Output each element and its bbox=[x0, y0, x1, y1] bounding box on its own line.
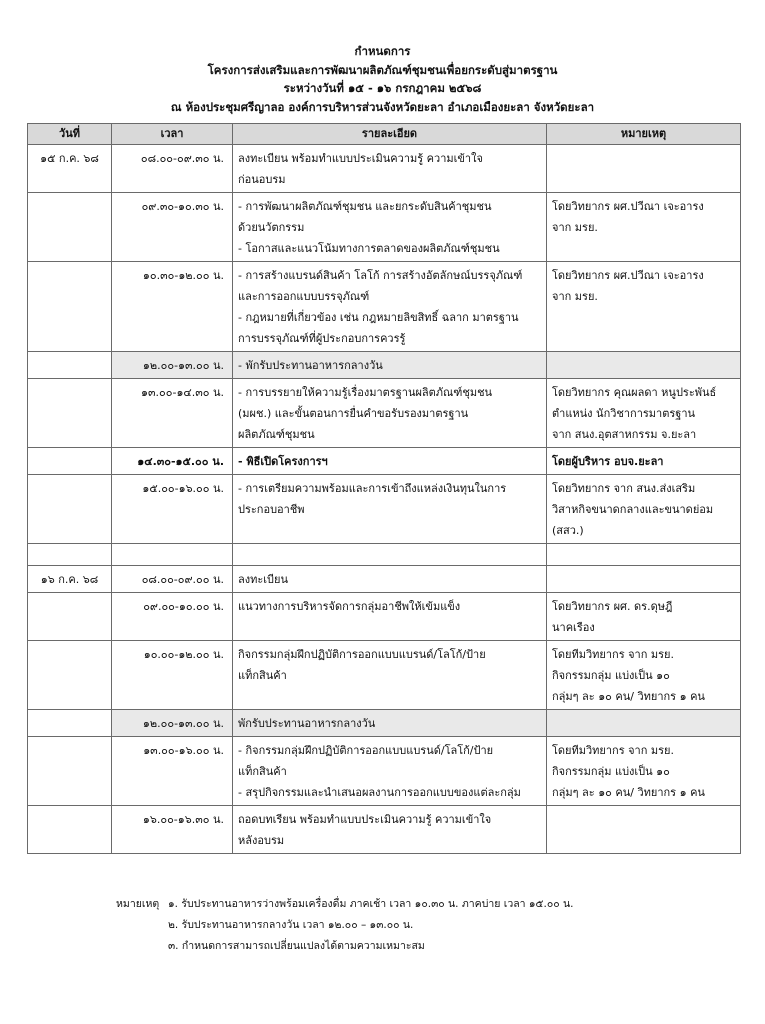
footnotes bbox=[116, 894, 574, 957]
detail-cell-line: - พักรับประทานอาหารกลางวัน bbox=[238, 359, 383, 372]
note-cell-line: โดยทีมวิทยากร จาก มรย. bbox=[552, 648, 674, 661]
detail-cell-line: ผลิตภัณฑ์ชุมชน bbox=[238, 428, 315, 441]
detail-cell-line: แท็กสินค้า bbox=[238, 765, 287, 778]
detail-cell-line: - กฎหมายที่เกี่ยวข้อง เช่น กฎหมายลิขสิทธิ์ ฉลาก มาตรฐาน bbox=[238, 311, 519, 324]
detail-cell bbox=[233, 737, 547, 806]
detail-cell bbox=[233, 641, 547, 710]
footnote-text: ๓. กำหนดการสามารถเปลี่ยนแปลงได้ตามความเหมาะสม bbox=[168, 940, 425, 952]
detail-cell-line: การบรรจุภัณฑ์ที่ผู้ประกอบการควรรู้ bbox=[238, 332, 406, 345]
note-cell-line: โดยวิทยากร ผศ.ปวีณา เจะอารง bbox=[552, 269, 704, 282]
date-cell bbox=[28, 566, 112, 593]
detail-cell-line: - การเตรียมความพร้อมและการเข้าถึงแหล่งเงินทุนในการ bbox=[238, 482, 507, 495]
col-header-detail: รายละเอียด bbox=[233, 124, 547, 145]
detail-cell-line: - สรุปกิจกรรมและนำเสนอผลงานการออกแบบของแต่ละกลุ่ม bbox=[238, 786, 521, 799]
note-cell-line: โดยวิทยากร ผศ. ดร.ดุษฎี bbox=[552, 600, 673, 613]
date-cell bbox=[28, 710, 112, 737]
note-cell-line: โดยวิทยากร จาก สนง.ส่งเสริม bbox=[552, 482, 696, 495]
detail-cell bbox=[233, 145, 547, 193]
note-cell bbox=[547, 566, 741, 593]
time-cell: ๐๙.๐๐-๑๐.๐๐ น. bbox=[112, 593, 233, 641]
date-cell bbox=[28, 737, 112, 806]
table-row bbox=[28, 352, 741, 379]
table-row bbox=[28, 641, 741, 710]
table-row bbox=[28, 737, 741, 806]
spacer-cell bbox=[112, 544, 233, 566]
date-cell bbox=[28, 475, 112, 544]
footnote-text: ๑. รับประทานอาหารว่างพร้อมเครื่องดื่ม ภาคเช้า เวลา ๑๐.๓๐ น. ภาคบ่าย เวลา ๑๕.๐๐ น. bbox=[168, 898, 574, 910]
detail-cell bbox=[233, 475, 547, 544]
time-cell: ๐๙.๓๐-๑๐.๓๐ น. bbox=[112, 193, 233, 262]
detail-cell bbox=[233, 710, 547, 737]
detail-cell-line: - พิธีเปิดโครงการฯ bbox=[238, 455, 328, 468]
header-title: กำหนดการ bbox=[354, 44, 411, 58]
table-row bbox=[28, 145, 741, 193]
detail-cell bbox=[233, 593, 547, 641]
date-label: ๑๖ ก.ค. ๖๘ bbox=[40, 573, 99, 586]
table-row bbox=[28, 448, 741, 475]
footnote-text: ๒. รับประทานอาหารกลางวัน เวลา ๑๒.๐๐ – ๑๓.๐๐ น. bbox=[168, 919, 414, 931]
date-label: ๑๕ ก.ค. ๖๘ bbox=[40, 152, 99, 165]
time-cell: ๑๖.๐๐-๑๖.๓๐ น. bbox=[112, 806, 233, 854]
note-cell-line: วิสาหกิจขนาดกลางและขนาดย่อม bbox=[552, 503, 714, 516]
detail-cell-line: - การพัฒนาผลิตภัณฑ์ชุมชน และยกระดับสินค้าชุมชน bbox=[238, 200, 492, 213]
schedule-table bbox=[27, 123, 741, 854]
note-cell bbox=[547, 806, 741, 854]
note-cell bbox=[547, 262, 741, 352]
detail-cell-line: และการออกแบบบรรจุภัณฑ์ bbox=[238, 290, 370, 303]
detail-cell bbox=[233, 806, 547, 854]
detail-cell bbox=[233, 193, 547, 262]
note-cell-line: กิจกรรมกลุ่ม แบ่งเป็น ๑๐ bbox=[552, 765, 670, 778]
note-cell-line: กลุ่มๆ ละ ๑๐ คน/ วิทยากร ๑ คน bbox=[552, 786, 705, 799]
date-cell bbox=[28, 193, 112, 262]
spacer-cell bbox=[233, 544, 547, 566]
note-cell bbox=[547, 379, 741, 448]
time-cell: ๑๔.๓๐-๑๕.๐๐ น. bbox=[112, 448, 233, 475]
table-row bbox=[28, 710, 741, 737]
detail-cell-line: กิจกรรมกลุ่มฝึกปฏิบัติการออกแบบแบรนด์/โลโก้/ป้าย bbox=[238, 648, 486, 661]
footnote-item bbox=[116, 915, 574, 936]
spacer-row bbox=[28, 544, 741, 566]
spacer-cell bbox=[547, 544, 741, 566]
date-cell bbox=[28, 593, 112, 641]
table-row bbox=[28, 262, 741, 352]
note-cell bbox=[547, 145, 741, 193]
note-cell bbox=[547, 737, 741, 806]
table-row bbox=[28, 593, 741, 641]
note-cell-line: โดยวิทยากร ผศ.ปวีณา เจะอารง bbox=[552, 200, 704, 213]
detail-cell-line: ลงทะเบียน พร้อมทำแบบประเมินความรู้ ความเข้าใจ bbox=[238, 152, 483, 165]
detail-cell-line: - โอกาสและแนวโน้มทางการตลาดของผลิตภัณฑ์ชุมชน bbox=[238, 242, 500, 255]
date-cell bbox=[28, 145, 112, 193]
note-cell bbox=[547, 193, 741, 262]
table-row bbox=[28, 379, 741, 448]
table-row bbox=[28, 566, 741, 593]
detail-cell-line: ลงทะเบียน bbox=[238, 573, 288, 586]
note-cell bbox=[547, 641, 741, 710]
document-header bbox=[0, 42, 765, 116]
note-cell bbox=[547, 448, 741, 475]
col-header-time: เวลา bbox=[112, 124, 233, 145]
detail-cell-line: ประกอบอาชีพ bbox=[238, 503, 305, 516]
note-cell-line: นาคเรือง bbox=[552, 621, 595, 634]
detail-cell-line: ด้วยนวัตกรรม bbox=[238, 221, 305, 234]
note-cell-line: โดยผู้บริหาร อบจ.ยะลา bbox=[552, 455, 664, 468]
table-row bbox=[28, 806, 741, 854]
time-cell: ๑๓.๐๐-๑๖.๐๐ น. bbox=[112, 737, 233, 806]
detail-cell-line: แท็กสินค้า bbox=[238, 669, 287, 682]
detail-cell-line: ถอดบทเรียน พร้อมทำแบบประเมินความรู้ ความเข้าใจ bbox=[238, 813, 492, 826]
detail-cell-line: ก่อนอบรม bbox=[238, 173, 286, 186]
detail-cell-line: หลังอบรม bbox=[238, 834, 285, 847]
note-cell-line: (สสว.) bbox=[552, 524, 584, 537]
detail-cell bbox=[233, 352, 547, 379]
note-cell-line: กลุ่มๆ ละ ๑๐ คน/ วิทยากร ๑ คน bbox=[552, 690, 705, 703]
col-header-date: วันที่ bbox=[28, 124, 112, 145]
col-header-note: หมายเหตุ bbox=[547, 124, 741, 145]
detail-cell bbox=[233, 262, 547, 352]
time-cell: ๑๐.๐๐-๑๒.๐๐ น. bbox=[112, 641, 233, 710]
time-cell: ๑๒.๐๐-๑๓.๐๐ น. bbox=[112, 352, 233, 379]
detail-cell-line: แนวทางการบริหารจัดการกลุ่มอาชีพให้เข้มแข็ง bbox=[238, 600, 461, 613]
time-cell: ๑๓.๐๐-๑๔.๓๐ น. bbox=[112, 379, 233, 448]
table-header-row bbox=[28, 124, 741, 145]
date-cell bbox=[28, 352, 112, 379]
note-cell bbox=[547, 710, 741, 737]
time-cell: ๐๘.๐๐-๐๙.๐๐ น. bbox=[112, 566, 233, 593]
date-cell bbox=[28, 641, 112, 710]
spacer-cell bbox=[28, 544, 112, 566]
time-cell: ๐๘.๐๐-๐๙.๓๐ น. bbox=[112, 145, 233, 193]
note-cell-line: โดยวิทยากร คุณผลดา หนูประพันธ์ bbox=[552, 386, 717, 399]
note-cell bbox=[547, 352, 741, 379]
footnote-label: หมายเหตุ bbox=[116, 898, 160, 910]
note-cell-line: จาก มรย. bbox=[552, 221, 598, 234]
time-cell: ๑๒.๐๐-๑๓.๐๐ น. bbox=[112, 710, 233, 737]
detail-cell-line: (มผช.) และขั้นตอนการยื่นคำขอรับรองมาตรฐาน bbox=[238, 407, 469, 420]
table-row bbox=[28, 193, 741, 262]
detail-cell bbox=[233, 448, 547, 475]
date-cell bbox=[28, 379, 112, 448]
note-cell-line: ตำแหน่ง นักวิชาการมาตรฐาน bbox=[552, 407, 696, 420]
note-cell bbox=[547, 593, 741, 641]
detail-cell-line: - การบรรยายให้ความรู้เรื่องมาตรฐานผลิตภัณฑ์ชุมชน bbox=[238, 386, 493, 399]
time-cell: ๑๕.๐๐-๑๖.๐๐ น. bbox=[112, 475, 233, 544]
header-dates: ระหว่างวันที่ ๑๕ - ๑๖ กรกฎาคม ๒๕๖๘ bbox=[283, 81, 482, 96]
detail-cell bbox=[233, 566, 547, 593]
footnote-item bbox=[116, 894, 574, 915]
detail-cell bbox=[233, 379, 547, 448]
time-cell: ๑๐.๓๐-๑๒.๐๐ น. bbox=[112, 262, 233, 352]
table-row bbox=[28, 475, 741, 544]
header-venue: ณ ห้องประชุมศรีญาลอ องค์การบริหารส่วนจังหวัดยะลา อำเภอเมืองยะลา จังหวัดยะลา bbox=[170, 99, 595, 114]
detail-cell-line: - กิจกรรมกลุ่มฝึกปฏิบัติการออกแบบแบรนด์/โลโก้/ป้าย bbox=[238, 744, 494, 757]
header-project: โครงการส่งเสริมและการพัฒนาผลิตภัณฑ์ชุมชนเพื่อยกระดับสู่มาตรฐาน bbox=[207, 62, 558, 77]
note-cell-line: โดยทีมวิทยากร จาก มรย. bbox=[552, 744, 674, 757]
note-cell-line: กิจกรรมกลุ่ม แบ่งเป็น ๑๐ bbox=[552, 669, 670, 682]
date-cell bbox=[28, 262, 112, 352]
note-cell-line: จาก มรย. bbox=[552, 290, 598, 303]
note-cell bbox=[547, 475, 741, 544]
date-cell bbox=[28, 448, 112, 475]
detail-cell-line: พักรับประทานอาหารกลางวัน bbox=[238, 717, 376, 730]
footnote-item bbox=[116, 936, 574, 957]
date-cell bbox=[28, 806, 112, 854]
note-cell-line: จาก สนง.อุตสาหกรรม จ.ยะลา bbox=[552, 428, 697, 441]
detail-cell-line: - การสร้างแบรนด์สินค้า โลโก้ การสร้างอัตลักษณ์บรรจุภัณฑ์ bbox=[238, 269, 523, 282]
schedule-body bbox=[28, 145, 741, 854]
